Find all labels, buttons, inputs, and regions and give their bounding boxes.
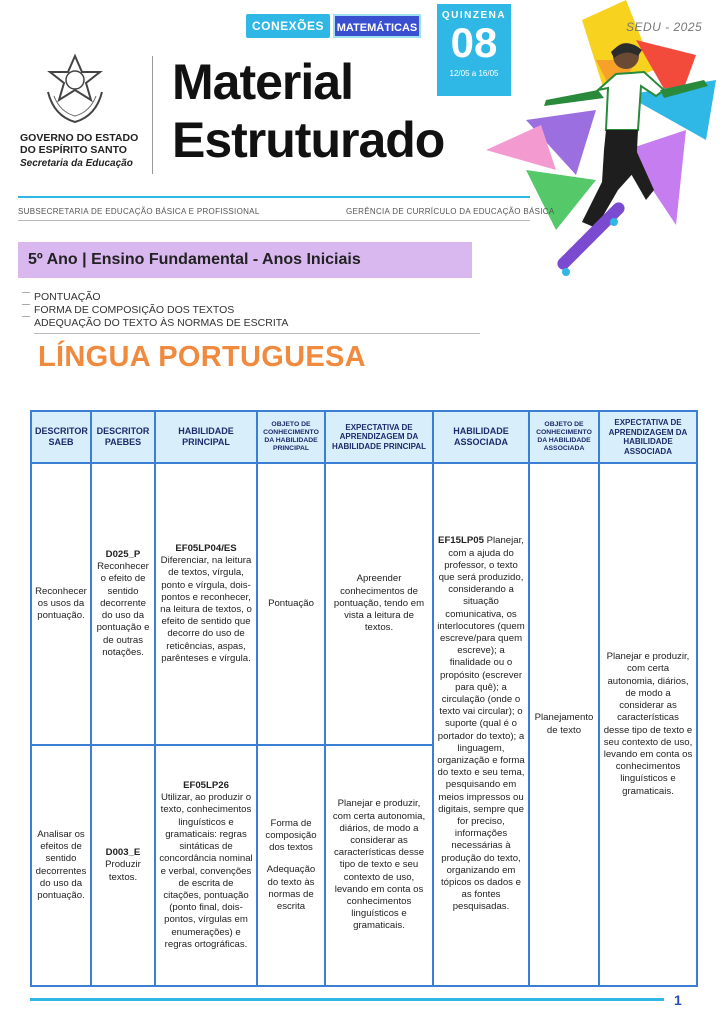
col-header: HABILIDADE ASSOCIADA xyxy=(433,411,529,463)
topics-list xyxy=(34,291,288,330)
title-line1: Material xyxy=(172,54,353,110)
paebes-text: Reconhecer o efeito de sentido decorrente do uso da pontuação e de outras notações. xyxy=(96,561,150,658)
table-header-row xyxy=(31,411,697,463)
topic-item: FORMA DE COMPOSIÇÃO DOS TEXTOS xyxy=(34,304,235,316)
cell-habilidade-associada xyxy=(433,463,529,986)
footer-rule xyxy=(30,998,664,1001)
col-header: OBJETO DE CONHECIMENTO DA HABILIDADE ASSOCIADA xyxy=(529,411,599,463)
quinzena-label: QUINZENA xyxy=(441,10,507,21)
gov-line2: DO ESPÍRITO SANTO xyxy=(20,144,127,156)
cell-expectativa: Planejar e produzir, com certa autonomia, diários, de modo a considerar as características desse tipo de texto e seu contexto de uso, levando em conta os conhecimentos linguísticos e gramaticais. xyxy=(325,745,433,986)
objeto-item: Adequação do texto às normas de escrita xyxy=(266,864,316,912)
topic-item: ADEQUAÇÃO DO TEXTO ÀS NORMAS DE ESCRITA xyxy=(34,317,289,329)
cell-habilidade xyxy=(155,745,257,986)
habilidade-code: EF05LP26 xyxy=(183,780,229,792)
topics-rule xyxy=(34,333,480,334)
sedu-label: SEDU - 2025 xyxy=(626,20,703,34)
table-row xyxy=(31,463,697,745)
page-number: 1 xyxy=(674,992,682,1008)
cell-paebes xyxy=(91,745,155,986)
topic-item: PONTUAÇÃO xyxy=(34,291,101,303)
quinzena-number: 08 xyxy=(450,19,498,66)
quinzena-dates: 12/05 a 16/05 xyxy=(449,69,499,78)
cell-expectativa: Apreender conhecimentos de pontuação, tendo em vista a leitura de textos. xyxy=(325,463,433,745)
quinzena-box xyxy=(437,4,511,96)
col-header: DESCRITOR SAEB xyxy=(31,411,91,463)
habilidade-text: Utilizar, ao produzir o texto, conhecimentos linguísticos e gramaticais: regras sintáticas de concordância nominal e verbal, convenções de escrita de citações, pontuação (ponto final, dois-pontos, vírgulas em enumerações) e regras ortográficas. xyxy=(159,792,253,950)
topic-marks xyxy=(22,292,32,328)
gov-line3: Secretaria da Educação xyxy=(20,158,133,169)
assoc-text: Planejar, com a ajuda do professor, o texto que será produzido, considerando a situação comunicativa, os interlocutores (quem escreve/para quem escreve); a finalidade ou o propósito (escrever para quê); a circulação (onde o texto vai circular); o suporte (qual é o portador do texto); a linguagem, organização e forma do texto e seu tema, pesquisando em meios impressos ou digitais, sempre que for preciso, informações necessárias à produção do texto, organizando em tópicos os dados e as fontes pesquisadas. xyxy=(437,535,525,913)
cell-saeb: Reconhecer os usos da pontuação. xyxy=(31,463,91,745)
skater-illustration xyxy=(486,0,724,296)
habilidade-code: EF05LP04/ES xyxy=(175,542,237,554)
col-header: OBJETO DE CONHECIMENTO DA HABILIDADE PRINCIPAL xyxy=(257,411,325,463)
cell-objeto-associada: Planejamento de texto xyxy=(529,463,599,986)
matematicas-badge: MATEMÁTICAS xyxy=(333,14,421,38)
subheader-rule xyxy=(18,220,530,221)
header-divider xyxy=(152,56,153,174)
objeto-item: Forma de composição dos textos xyxy=(265,817,317,854)
cell-expectativa-associada: Planejar e produzir, com certa autonomia, diários, de modo a considerar as características desse tipo de texto e seu contexto de uso, levando em conta os conhecimentos linguísticos e gramaticais. xyxy=(599,463,697,986)
gov-line1: GOVERNO DO ESTADO xyxy=(20,132,139,144)
cell-paebes xyxy=(91,463,155,745)
col-header: EXPECTATIVA DE APRENDIZAGEM DA HABILIDADE ASSOCIADA xyxy=(599,411,697,463)
col-header: DESCRITOR PAEBES xyxy=(91,411,155,463)
assoc-code: EF15LP05 xyxy=(438,535,484,547)
cell-habilidade xyxy=(155,463,257,745)
cell-saeb: Analisar os efeitos de sentido decorrentes do uso da pontuação. xyxy=(31,745,91,986)
state-crest-icon xyxy=(40,52,110,126)
cell-objeto xyxy=(257,745,325,986)
col-header: EXPECTATIVA DE APRENDIZAGEM DA HABILIDADE PRINCIPAL xyxy=(325,411,433,463)
col-header: HABILIDADE PRINCIPAL xyxy=(155,411,257,463)
gerencia-label: GERÊNCIA DE CURRÍCULO DA EDUCAÇÃO BÁSICA xyxy=(346,207,555,216)
subject-title: LÍNGUA PORTUGUESA xyxy=(38,341,366,373)
paebes-text: Produzir textos. xyxy=(105,859,141,883)
conexoes-badge: CONEXÕES xyxy=(246,14,330,38)
grade-bar: 5º Ano | Ensino Fundamental - Anos Iniciais xyxy=(18,242,472,278)
curriculum-table xyxy=(30,410,696,987)
subsecretaria-label: SUBSECRETARIA DE EDUCAÇÃO BÁSICA E PROFISSIONAL xyxy=(18,207,260,216)
header-rule xyxy=(18,196,530,198)
paebes-code: D025_P xyxy=(105,549,141,561)
paebes-code: D003_E xyxy=(105,847,141,859)
cell-objeto: Pontuação xyxy=(257,463,325,745)
habilidade-text: Diferenciar, na leitura de textos, vírgula, ponto e vírgula, dois-pontos e reconhecer, na leitura de textos, o efeito de sentido que decorre do uso de reticências, aspas, parênteses e vírgula. xyxy=(160,555,252,664)
title-line2: Estruturado xyxy=(172,112,445,168)
